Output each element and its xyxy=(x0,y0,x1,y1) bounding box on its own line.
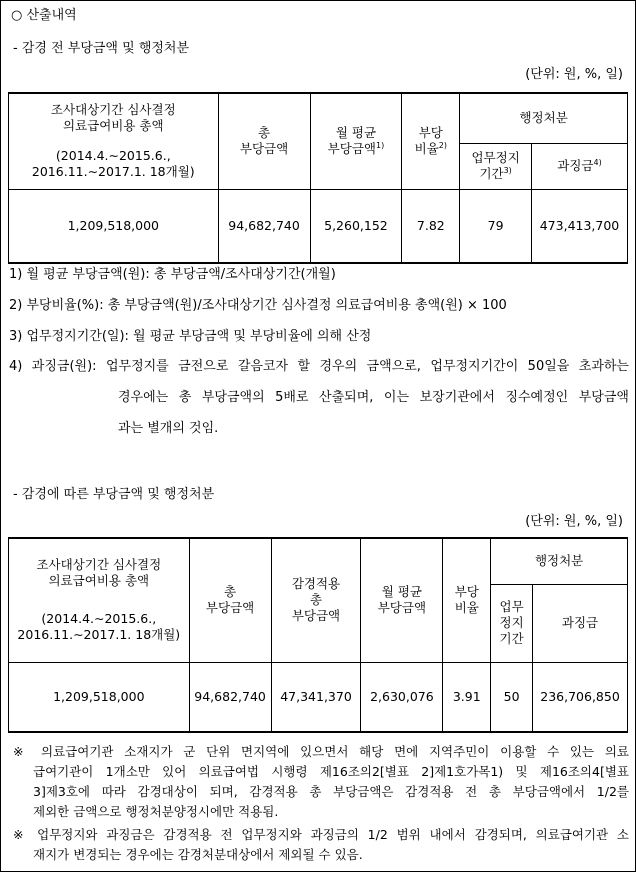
cell-fine: 473,413,700 xyxy=(532,189,628,263)
cell-fine: 236,706,850 xyxy=(533,662,628,732)
note-2: 2) 부당비율(%): 총 부당금액(원)/조사대상기간 심사결정 의료급여비용 총액(원) × 100 xyxy=(9,298,507,313)
header-admin: 행정처분 xyxy=(460,93,628,143)
cell-total: 94,682,740 xyxy=(218,189,310,263)
cell-suspend: 79 xyxy=(460,189,532,263)
header-period: 조사대상기간 심사결정 의료급여비용 총액 (2014.4.∼2015.6., 2016.11.∼2017.1. 18개월) xyxy=(9,538,190,662)
cell-period: 1,209,518,000 xyxy=(9,662,190,732)
header-monthly: 월 평균 부당금액 xyxy=(361,538,443,662)
header-ratio: 부당 비율 xyxy=(443,538,491,662)
header-suspend: 업무 정지 기간 xyxy=(491,584,533,662)
part2-unit: (단위: 원, %, 일) xyxy=(525,514,623,529)
note-4-line2: 경우에는 총 부당금액의 5배로 산출되며, 이는 보장기관에서 징수예정인 부당금액 xyxy=(118,390,629,405)
header-total: 총 부당금액 xyxy=(189,538,271,662)
part1-table xyxy=(8,92,628,264)
header-ratio: 부당 비율$^{2)}$ xyxy=(402,93,460,189)
cell-reduced: 47,341,370 xyxy=(271,662,361,732)
footnote-2-line1: ※ 업무정지와 과징금은 감경적용 전 업무정지와 과징금의 1/2 범위 내에서 감경되며, 의료급여기관 소 xyxy=(13,827,629,842)
header-admin: 행정처분 xyxy=(491,538,628,584)
cell-monthly: 5,260,152 xyxy=(310,189,402,263)
note-3: 3) 업무정지기간(일): 월 평균 부당금액 및 부당비율에 의해 산정 xyxy=(9,329,372,344)
footnote-1-line1: ※ 의료급여기관 소재지가 군 단위 면지역에 있으면서 해당 면에 지역주민이 이용할 수 있는 의료 xyxy=(13,744,629,759)
header-monthly: 월 평균 부당금액$^{1)}$ xyxy=(310,93,402,189)
header-period: 조사대상기간 심사결정 의료급여비용 총액 (2014.4.∼2015.6., 2016.11.∼2017.1. 18개월) xyxy=(9,93,219,189)
header-reduced: 감경적용 총 부당금액 xyxy=(271,538,361,662)
part2-table xyxy=(8,537,628,733)
footnote-1-line4: 제외한 금액으로 행정처분양정시에만 적용됨. xyxy=(33,804,279,819)
cell-suspend: 50 xyxy=(491,662,533,732)
note-1: 1) 월 평균 부당금액(원): 총 부당금액/조사대상기간(개월) xyxy=(9,267,336,282)
cell-ratio: 7.82 xyxy=(402,189,460,263)
header-total: 총 부당금액 xyxy=(218,93,310,189)
part1-unit: (단위: 원, %, 일) xyxy=(525,67,623,82)
footnote-2-line2: 재지가 변경되는 경우에는 감경처분대상에서 제외될 수 있음. xyxy=(33,847,363,862)
part2-subtitle: - 감경에 따른 부당금액 및 행정처분 xyxy=(13,487,215,502)
part1-subtitle: - 감경 전 부당금액 및 행정처분 xyxy=(13,41,190,56)
note-4-line3: 과는 별개의 것임. xyxy=(118,421,219,436)
cell-monthly: 2,630,076 xyxy=(361,662,443,732)
footnote-1-line2: 급여기관이 1개소만 있어 의료급여법 시행령 제16조의2[별표 2]제1호가목1) 및 제16조의4[별표 xyxy=(33,764,629,779)
section-title: ○ 산출내역 xyxy=(11,8,77,23)
header-fine: 과징금$^{4)}$ xyxy=(532,143,628,189)
cell-total: 94,682,740 xyxy=(189,662,271,732)
header-fine: 과징금 xyxy=(533,584,628,662)
cell-period: 1,209,518,000 xyxy=(9,189,219,263)
cell-ratio: 3.91 xyxy=(443,662,491,732)
header-suspend: 업무정지 기간$^{3)}$ xyxy=(460,143,532,189)
footnote-1-line3: 3]제3호에 따라 감경대상이 되며, 감경적용 총 부당금액은 감경적용 전 총 부당금액에서 1/2를 xyxy=(33,784,629,799)
note-4-line1: 4) 과징금(원): 업무정지를 금전으로 갈음코자 할 경우의 금액으로, 업무정지기간이 50일을 초과하는 xyxy=(9,359,629,374)
